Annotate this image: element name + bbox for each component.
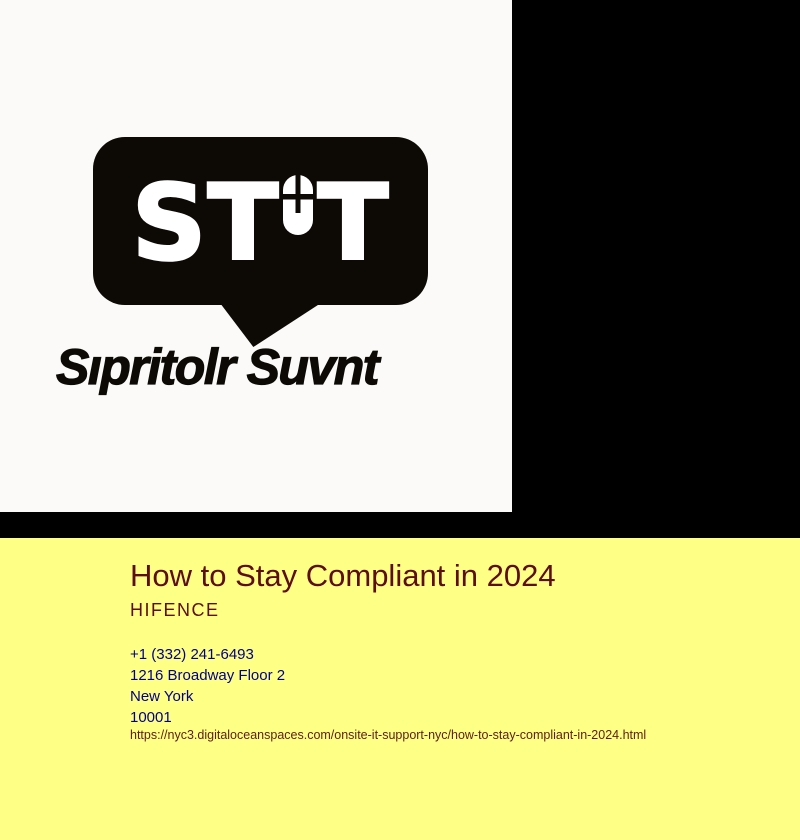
- contact-block: [130, 644, 285, 728]
- logo-letter-t: T: [317, 162, 390, 284]
- phone-number: +1 (332) 241-6493: [130, 646, 254, 663]
- company-name: HIFENCE: [130, 600, 220, 620]
- bandage-pill-icon: [283, 175, 313, 235]
- footer-panel: [0, 538, 800, 840]
- address-street: 1216 Broadway Floor 2: [130, 667, 286, 684]
- article-url-link[interactable]: https://nyc3.digitaloceanspaces.com/onsite-it-support-nyc/how-to-stay-compliant-in-2024.html: [130, 728, 647, 742]
- logo-wordmark: Sıpritolr Suvnt: [56, 339, 378, 395]
- page-title: How to Stay Compliant in 2024: [130, 558, 556, 593]
- logo-letters-st: ST: [131, 162, 280, 284]
- speech-bubble-logo: [93, 137, 428, 305]
- address-zip: 10001: [130, 709, 172, 726]
- address-city: New York: [130, 688, 194, 705]
- logo-card: [0, 0, 512, 512]
